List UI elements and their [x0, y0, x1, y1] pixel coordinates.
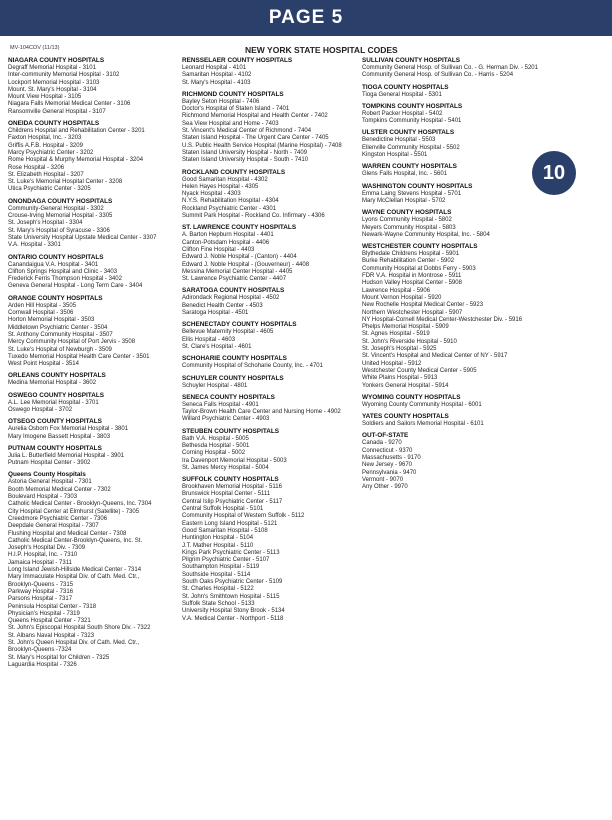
hospital-entry: Good Samaritan Hospital - 4302	[182, 176, 268, 183]
hospital-entry: Eastern Long Island Hospital - 5121	[182, 520, 278, 527]
section-heading: SARATOGA COUNTY HOSPITALS	[182, 287, 285, 295]
county-section	[8, 120, 178, 194]
hospital-entry: Saratoga Hospital - 4501	[182, 310, 249, 317]
hospital-entry: St. John's Queen Hospital Div. of Cath. Med. Ctr.,	[8, 640, 140, 646]
hospital-entry: Northern Westchester Hospital - 5907	[362, 309, 463, 316]
hospital-entry: Brunswick Hospital Center - 5111	[182, 491, 271, 498]
section-heading: OUT-OF-STATE	[362, 432, 409, 440]
section-heading: SENECA COUNTY HOSPITALS	[182, 393, 275, 401]
county-section	[362, 84, 562, 99]
hospital-entry: Wyoming County Community Hospital - 6001	[362, 401, 482, 408]
hospital-entry: Horton Memorial Hospital - 3503	[8, 317, 95, 324]
hospital-entry: Arden Hill Hospital - 3505	[8, 302, 77, 309]
hospital-entry: Emma Laing Stevens Hospital - 5701	[362, 190, 462, 197]
hospital-entry: St. Vincent's Medical Center of Richmond - 7404	[182, 128, 312, 135]
section-heading: RENSSELAER COUNTY HOSPITALS	[182, 57, 293, 64]
hospital-entry: Blythedale Childrens Hospital - 5901	[362, 251, 460, 258]
hospital-entry: Doctor's Hospital of Staten Island - 7401	[182, 106, 290, 113]
hospital-entry: NY Hospital-Cornell Medical Center-Westchester Div. - 5916	[362, 316, 523, 323]
hospital-entry: St. Albans Naval Hospital - 7323	[8, 632, 95, 639]
hospital-entry: Taylor-Brown Health Care Center and Nursing Home - 4902	[182, 409, 341, 416]
hospital-entry: Edward J. Noble Hospital - (Gouverneur) - 4408	[182, 261, 310, 268]
county-section	[182, 394, 360, 424]
hospital-entry: Bellevue Maternity Hospital - 4605	[182, 329, 274, 336]
hospital-entry: Community-General Hospital - 3302	[8, 205, 104, 212]
hospital-entry: Good Samaritan Hospital - 5108	[182, 527, 268, 534]
hospital-entry: V.A. Hospital - 3301	[8, 242, 61, 249]
section-heading: NIAGARA COUNTY HOSPITALS	[8, 57, 105, 64]
hospital-entry: St. John's Riverside Hospital - 5910	[362, 338, 457, 345]
hospital-entry: Meyers Community Hospital - 5803	[362, 224, 456, 231]
hospital-entry: Messina Memorial Center Hospital - 4405	[182, 268, 293, 275]
hospital-entry: Parkway Hospital - 7316	[8, 588, 74, 595]
hospital-entry: Boulevard Hospital - 7303	[8, 494, 78, 501]
hospital-entry: Booth Memorial Medical Center - 7302	[8, 486, 111, 493]
hospital-entry: Ransomville General Hospital - 3107	[8, 108, 106, 115]
hospital-entry: Geneva General Hospital - Long Term Care - 3404	[8, 283, 143, 290]
hospital-entry: Samaritan Hospital - 4102	[182, 72, 252, 79]
section-heading: WAYNE COUNTY HOSPITALS	[362, 209, 452, 217]
hospital-entry: Rockland Psychiatric Center - 4301	[182, 205, 277, 212]
hospital-entry: Burke Rehabilitation Center - 5902	[362, 258, 455, 265]
section-heading: ST. LAWRENCE COUNTY HOSPITALS	[182, 224, 297, 232]
hospital-entry: Hudson Valley Hospital Center - 5908	[362, 280, 462, 287]
hospital-entry: Bayley Seton Hospital - 7406	[182, 98, 260, 105]
hospital-entry: Brooklyn-Queens -7324	[8, 647, 72, 654]
hospital-entry: Physician's Hospital - 7319	[8, 610, 80, 617]
hospital-entry: Central Suffolk Hospital - 5101	[182, 506, 264, 513]
hospital-entry: Catholic Medical Center - Brooklyn-Queens, Inc. 7304	[8, 501, 152, 508]
hospital-entry: Benedictine Hospital - 5503	[362, 137, 436, 144]
hospital-entry: Willard Psychiatric Center - 4903	[182, 416, 270, 423]
hospital-entry: Tuxedo Memorial Hospital Health Care Center - 3501	[8, 353, 150, 360]
hospital-entry: Massachusetts - 9170	[362, 454, 421, 461]
hospital-entry: Huntington Hospital - 5104	[182, 535, 254, 542]
section-heading: SCHENECTADY COUNTY HOSPITALS	[182, 321, 297, 329]
section-heading: RICHMOND COUNTY HOSPITALS	[182, 90, 284, 98]
hospital-entry: Corning Hospital - 5002	[182, 450, 246, 457]
hospital-entry: Cornwall Hospital - 3506	[8, 310, 74, 317]
hospital-entry: Leonard Hospital - 4101	[182, 65, 247, 71]
section-heading: WYOMING COUNTY HOSPITALS	[362, 393, 461, 401]
county-section	[362, 432, 562, 491]
county-section	[182, 57, 360, 87]
hospital-entry: St. Anthony Community Hospital - 3507	[8, 331, 113, 338]
section-heading: TOMPKINS COUNTY HOSPITALS	[362, 102, 463, 110]
hospital-entry: Ellenville Community Hospital - 5502	[362, 144, 460, 151]
hospital-entry: Rome Hospital & Murphy Memorial Hospital - 3204	[8, 157, 144, 164]
county-section	[362, 103, 562, 126]
hospital-entry: Lockport Memorial Hospital - 3103	[8, 79, 100, 86]
section-heading: ROCKLAND COUNTY HOSPITALS	[182, 168, 286, 176]
county-section	[182, 169, 360, 221]
hospital-entry: Long Island Jewish-Hillside Medical Center - 7314	[8, 567, 142, 574]
page-banner	[0, 0, 612, 36]
hospital-entry: Glens Falls Hospital, Inc. - 5601	[362, 171, 448, 178]
county-section	[362, 57, 562, 80]
section-heading: YATES COUNTY HOSPITALS	[362, 413, 449, 421]
section-heading: SCHOHARIE COUNTY HOSPITALS	[182, 355, 287, 363]
hospital-entry: Adirondack Regional Hospital - 4502	[182, 295, 280, 302]
hospital-entry: Childrens Hospital and Rehabilitation Center - 3201	[8, 128, 145, 135]
hospital-entry: West Point Hospital - 3514	[8, 361, 79, 368]
hospital-entry: Frederick Ferris Thompson Hospital - 3402	[8, 276, 122, 283]
hospital-entry: Aurelia Osborn Fox Memorial Hospital - 3801	[8, 426, 129, 433]
form-id: MV-104COV (11/13)	[10, 45, 60, 51]
hospital-entry: St. Agnes Hospital - 5919	[362, 331, 430, 338]
hospital-entry: Deepdale General Hospital - 7307	[8, 523, 99, 530]
county-section	[8, 392, 178, 415]
hospital-entry: Degraff Memorial Hospital - 3101	[8, 65, 96, 71]
hospital-entry: New Jersey - 9670	[362, 462, 413, 469]
county-section	[182, 355, 360, 370]
county-section	[362, 243, 562, 390]
section-heading: ORANGE COUNTY HOSPITALS	[8, 294, 103, 302]
hospital-entry: St. Luke's Hospital of Newburgh - 3509	[8, 346, 112, 353]
hospital-entry: Clifton Springs Hospital and Clinic - 3403	[8, 268, 118, 275]
hospital-entry: Staten Island Hospital - The Urgent Care Center - 7405	[182, 135, 329, 142]
county-section	[8, 198, 178, 250]
hospital-entry: Southampton Hospital - 5119	[182, 564, 260, 571]
hospital-entry: St. Vincent's Hospital and Medical Center of NY - 5917	[362, 353, 508, 360]
hospital-entry: Crouse-Irving Memorial Hospital - 3305	[8, 213, 113, 220]
hospital-entry: Marcy Psychiatric Center - 3202	[8, 149, 94, 156]
hospital-entry: Soldiers and Sailors Memorial Hospital - 6101	[362, 421, 484, 428]
hospital-entry: Yonkers General Hospital - 5914	[362, 382, 449, 389]
hospital-entry: Seneca Falls Hospital - 4901	[182, 401, 259, 408]
hospital-entry: St. Joseph's Hospital - 5925	[362, 346, 437, 353]
hospital-entry: Creedmore Psychiatric Center - 7306	[8, 515, 108, 522]
hospital-entry: University Hospital Stony Brook - 5134	[182, 608, 285, 615]
hospital-entry: Oswego Hospital - 3702	[8, 406, 73, 413]
hospital-entry: White Plains Hospital - 5913	[362, 375, 438, 382]
hospital-entry: South Oaks Psychiatric Center - 5109	[182, 579, 283, 586]
county-section	[8, 418, 178, 441]
hospital-entry: Niagara Falls Memorial Medical Center - 3106	[8, 101, 131, 108]
hospital-entry: Tompkins Community Hospital - 5401	[362, 118, 462, 125]
county-section	[182, 476, 360, 623]
hospital-entry: St. Joseph's Hospital - 3304	[8, 220, 83, 227]
hospital-entry: Kings Park Psychiatric Center - 5113	[182, 549, 280, 556]
county-section	[362, 209, 562, 239]
column-2	[182, 57, 360, 627]
hospital-entry: Mary Immaculate Hospital Div. of Cath. Med. Ctr.,	[8, 574, 140, 581]
hospital-entry: Griffis A.F.B. Hospital - 3209	[8, 142, 83, 149]
hospital-entry: Mount View Hospital - 3105	[8, 94, 82, 101]
county-section	[182, 91, 360, 165]
hospital-entry: Mount. St. Mary's Hospital - 3104	[8, 86, 97, 93]
hospital-entry: Queens Hospital Center - 7321	[8, 618, 91, 625]
section-heading: ONTARIO COUNTY HOSPITALS	[8, 253, 104, 261]
hospital-entry: Mercy Community Hospital of Port Jervis - 3508	[8, 339, 136, 346]
hospital-entry: V.A. Medical Center - Northport - 5118	[182, 615, 284, 622]
county-section	[182, 375, 360, 390]
hospital-entry: St. Mary's Hospital of Syracuse - 3306	[8, 227, 110, 234]
hospital-entry: Middletown Psychiatric Center - 3504	[8, 324, 108, 331]
hospital-entry: Community General Hosp. of Sullivan Co. - Harris - 5204	[362, 72, 514, 79]
hospital-entry: Canandaigua V.A. Hospital - 3401	[8, 261, 99, 268]
county-section	[182, 321, 360, 351]
hospital-entry: Kingston Hospital - 5501	[362, 152, 428, 159]
hospital-entry: Flushing Hospital and Medical Center - 7308	[8, 530, 127, 537]
hospital-entry: State University Hospital Upstate Medical Center - 3307	[8, 234, 157, 241]
column-3	[362, 57, 562, 495]
hospital-entry: Westchester County Medical Center - 5905	[362, 367, 477, 374]
hospital-entry: Putnam Hospital Center - 3902	[8, 460, 91, 467]
hospital-entry: U.S. Public Health Service Hospital (Marine Hospital) - 7408	[182, 142, 342, 149]
hospital-entry: City Hospital Center at Elmhurst (Satellite) - 7305	[8, 508, 140, 515]
section-heading: SULLIVAN COUNTY HOSPITALS	[362, 57, 460, 64]
section-heading: TIOGA COUNTY HOSPITALS	[362, 83, 449, 91]
hospital-entry: St. James Mercy Hospital - 5004	[182, 464, 269, 471]
county-section	[362, 394, 562, 409]
page-badge: 10	[532, 151, 576, 195]
hospital-entry: H.I.P. Hospital, Inc. - 7310	[8, 552, 78, 559]
section-heading: PUTNAM COUNTY HOSPITALS	[8, 444, 102, 452]
hospital-entry: St. John's Smithtown Hospital - 5115	[182, 593, 280, 600]
hospital-entry: St. Elizabeth Hospital - 3207	[8, 171, 84, 178]
hospital-entry: Mary Imogene Bassett Hospital - 3803	[8, 433, 111, 440]
hospital-entry: Astoria General Hospital - 7301	[8, 479, 92, 486]
page-number-title: PAGE 5	[268, 7, 344, 28]
section-heading: ONEIDA COUNTY HOSPITALS	[8, 120, 100, 128]
county-section	[362, 129, 562, 159]
hospital-entry: Canton-Potsdam Hospital - 4406	[182, 239, 270, 246]
hospital-entry: Newark-Wayne Community Hospital, Inc. - 5804	[362, 231, 490, 238]
hospital-entry: Utica Psychiatric Center - 3205	[8, 186, 91, 193]
county-section	[362, 183, 562, 206]
hospital-entry: Mary McClellan Hospital - 5702	[362, 197, 446, 204]
hospital-entry: A.L. Lee Memorial Hospital - 3701	[8, 399, 99, 406]
section-heading: STEUBEN COUNTY HOSPITALS	[182, 427, 280, 435]
hospital-entry: St. Luke's Memorial Hospital Center - 3208	[8, 179, 123, 186]
column-1	[8, 57, 178, 673]
hospital-entry: A. Barton Hepburn Hospital - 4401	[182, 232, 274, 239]
county-section	[8, 445, 178, 468]
hospital-entry: Tioga General Hospital - 5301	[362, 91, 442, 98]
hospital-entry: Parsons Hospital - 7317	[8, 596, 73, 603]
section-heading: Queens County Hospitals	[8, 471, 86, 479]
hospital-entry: Staten Island University Hospital - North - 7409	[182, 149, 308, 156]
hospital-entry: Ellis Hospital - 4603	[182, 336, 236, 343]
hospital-entry: Ira Davenport Memorial Hospital - 5003	[182, 457, 287, 464]
hospital-entry: Richmond Memorial Hospital and Health Center - 7402	[182, 113, 328, 120]
county-section	[8, 372, 178, 387]
hospital-entry: Connecticut - 9370	[362, 447, 413, 454]
hospital-entry: Community Hospital of Schoharie County, Inc. - 4701	[182, 363, 323, 370]
hospital-entry: St. Mary's Hospital - 4103	[182, 79, 251, 86]
hospital-entry: United Hospital - 5912	[362, 360, 422, 367]
hospital-entry: Community Hospital of Western Suffolk - 5112	[182, 513, 305, 520]
hospital-entry: Clifton Fine Hospital - 4403	[182, 246, 255, 253]
hospital-entry: Bath V.A. Hospital - 5005	[182, 435, 249, 442]
section-heading: SCHUYLER COUNTY HOSPITALS	[182, 374, 284, 382]
county-section	[182, 224, 360, 283]
county-section	[8, 295, 178, 369]
section-heading: WARREN COUNTY HOSPITALS	[362, 163, 457, 171]
hospital-entry: Lyons Community Hospital - 5802	[362, 217, 452, 224]
hospital-entry: New Rochelle Hospital Medical Center - 5923	[362, 302, 484, 309]
hospital-entry: Suffolk State School - 5133	[182, 600, 255, 607]
hospital-entry: FDR V.A. Hospital in Montrose - 5911	[362, 273, 462, 280]
hospital-entry: Sea View Hospital and Home - 7403	[182, 120, 279, 127]
hospital-entry: Julia L. Butterfield Memorial Hospital - 3901	[8, 452, 125, 459]
county-section	[362, 413, 562, 428]
section-heading: OTSEGO COUNTY HOSPITALS	[8, 418, 102, 426]
hospital-entry: Edward J. Noble Hospital - (Canton) - 4404	[182, 254, 297, 261]
hospital-entry: Canada - 9270	[362, 440, 402, 447]
section-heading: WASHINGTON COUNTY HOSPITALS	[362, 182, 473, 190]
hospital-entry: Central Islip Psychiatric Center - 5117	[182, 498, 283, 505]
hospital-entry: J.T. Mather Hospital - 5110	[182, 542, 254, 549]
hospital-entry: Staten Island University Hospital - South - 7410	[182, 157, 309, 164]
hospital-entry: Robert Packer Hospital - 5402	[362, 110, 443, 117]
hospital-entry: Brookhaven Memorial Hospital - 5116	[182, 484, 282, 491]
section-heading: OSWEGO COUNTY HOSPITALS	[8, 391, 104, 399]
hospital-entry: Southside Hospital - 5114	[182, 571, 251, 578]
county-section	[182, 287, 360, 317]
hospital-entry: Inter-community Memorial Hospital - 3102	[8, 72, 120, 79]
county-section	[8, 471, 178, 669]
hospital-entry: Community Hospital at Dobbs Ferry - 5903	[362, 265, 476, 272]
county-section	[8, 57, 178, 116]
hospital-entry: Phelps Memorial Hospital - 5909	[362, 324, 449, 331]
section-heading: SUFFOLK COUNTY HOSPITALS	[182, 476, 279, 484]
hospital-entry: Faxton Hospital, Inc. - 3203	[8, 135, 82, 142]
hospital-entry: St. Charles Hospital - 5122	[182, 586, 254, 593]
document-title: NEW YORK STATE HOSPITAL CODES	[245, 45, 398, 55]
county-section	[8, 254, 178, 291]
hospital-entry: Nyack Hospital - 4303	[182, 191, 241, 198]
hospital-entry: Helen Hayes Hospital - 4305	[182, 183, 259, 190]
hospital-entry: Peninsula Hospital Center - 7318	[8, 603, 97, 610]
hospital-entry: Schuyler Hospital - 4801	[182, 382, 248, 389]
hospital-entry: Jamaica Hospital - 7311	[8, 559, 72, 566]
hospital-entry: Rose Hospital - 3206	[8, 164, 65, 171]
hospital-entry: Lawrence Hospital - 5906	[362, 287, 431, 294]
hospital-entry: St. John's Episcopal Hospital South Shore Div. - 7322	[8, 625, 151, 632]
hospital-entry: Pennsylvania - 9470	[362, 469, 417, 476]
hospital-entry: Bethesda Hospital - 5001	[182, 442, 250, 449]
hospital-entry: Community General Hosp. of Sullivan Co. - G. Herman Div. - 5201	[362, 65, 538, 71]
hospital-entry: Mount Vernon Hospital - 5920	[362, 294, 442, 301]
section-heading: ORLEANS COUNTY HOSPITALS	[8, 372, 106, 380]
hospital-entry: N.Y.S. Rehabilitation Hospital - 4304	[182, 198, 279, 205]
hospital-entry: Benedict Health Center - 4503	[182, 302, 263, 309]
hospital-entry: St. Clare's Hospital - 4601	[182, 343, 252, 350]
section-heading: ULSTER COUNTY HOSPITALS	[362, 129, 455, 137]
hospital-entry: Pilgrim Psychiatric Center - 5107	[182, 557, 270, 564]
section-heading: ONONDAGA COUNTY HOSPITALS	[8, 197, 113, 205]
county-section	[182, 428, 360, 472]
hospital-entry: Laguardia Hospital - 7326	[8, 661, 77, 668]
hospital-entry: Brooklyn-Queens - 7315	[8, 581, 74, 588]
hospital-entry: Joseph's Hospital Div. - 7309	[8, 545, 86, 552]
section-heading: WESTCHESTER COUNTY HOSPITALS	[362, 243, 478, 251]
hospital-entry: St. Mary's Hospital for Children - 7325	[8, 654, 110, 661]
hospital-entry: St. Lawrence Psychiatric Center - 4407	[182, 276, 287, 283]
hospital-entry: Catholic Medical Center-Brooklyn-Queens, Inc. St.	[8, 537, 143, 544]
hospital-entry: Any Other - 9970	[362, 484, 408, 491]
hospital-entry: Vermont - 9070	[362, 476, 404, 483]
hospital-entry: Medina Memorial Hospital - 3602	[8, 380, 97, 387]
hospital-entry: Summit Park Hospital - Rockland Co. Infirmary - 4306	[182, 213, 325, 220]
